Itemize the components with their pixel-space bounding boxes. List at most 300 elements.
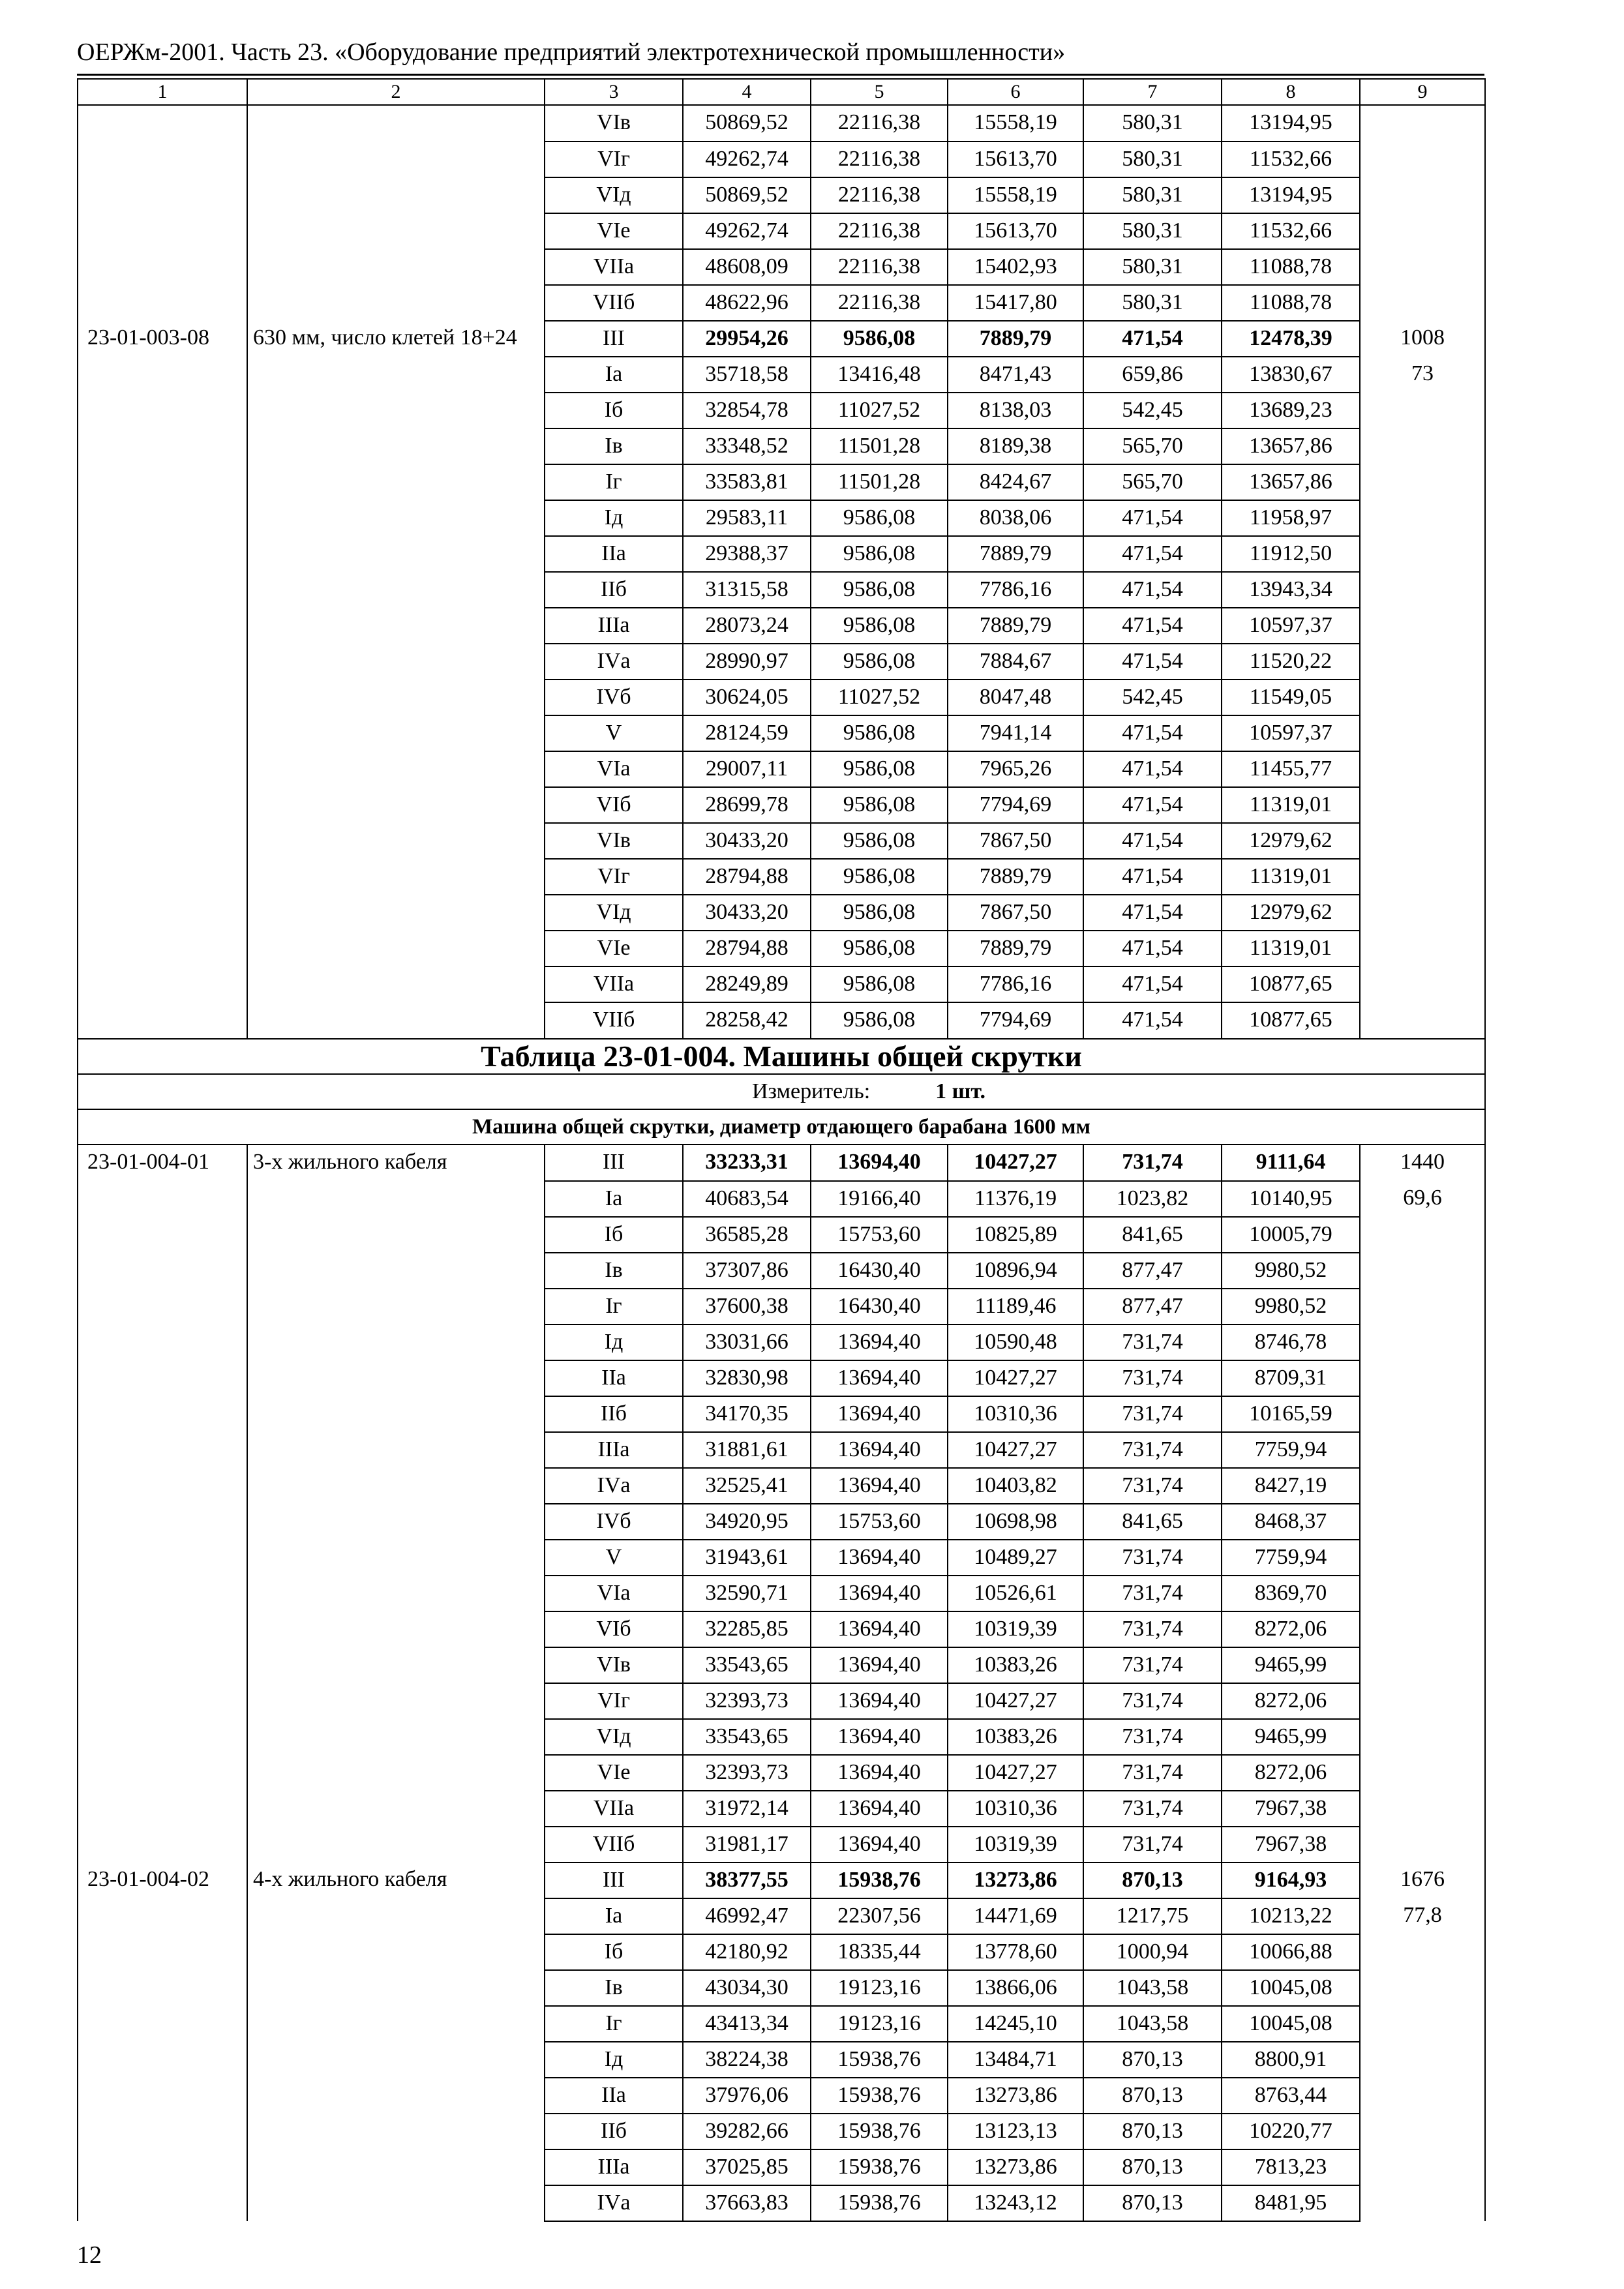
value-cell: 9586,08 [811, 572, 948, 608]
item-name-empty [247, 1827, 545, 1863]
value-cell: 9465,99 [1222, 1647, 1360, 1683]
zone-cell: Iг [545, 1289, 683, 1324]
zone-cell: IVб [545, 1504, 683, 1540]
column9-empty [1360, 1432, 1485, 1468]
column9-empty [1360, 823, 1485, 859]
table-row [78, 572, 1485, 608]
value-cell: 10489,27 [948, 1540, 1083, 1576]
value-cell: 15417,80 [948, 285, 1083, 321]
value-cell: 13194,95 [1222, 177, 1360, 213]
table-row [78, 1289, 1485, 1324]
value-cell: 731,74 [1083, 1719, 1222, 1755]
column9-empty [1360, 1934, 1485, 1970]
value-cell: 37307,86 [683, 1253, 811, 1289]
value-cell: 29007,11 [683, 751, 811, 787]
value-cell: 34920,95 [683, 1504, 811, 1540]
item-name-empty [247, 1396, 545, 1432]
value-cell: 731,74 [1083, 1324, 1222, 1360]
zone-cell: Iа [545, 357, 683, 393]
value-cell: 8746,78 [1222, 1324, 1360, 1360]
value-cell: 14471,69 [948, 1898, 1083, 1934]
column9-empty [1360, 966, 1485, 1002]
value-cell: 11027,52 [811, 393, 948, 428]
value-cell: 731,74 [1083, 1360, 1222, 1396]
item-name-empty [247, 2042, 545, 2078]
value-cell: 841,65 [1083, 1217, 1222, 1253]
value-cell: 471,54 [1083, 715, 1222, 751]
column9-empty [1360, 2006, 1485, 2042]
column-number: 7 [1083, 79, 1222, 105]
value-cell: 471,54 [1083, 751, 1222, 787]
value-cell: 29388,37 [683, 536, 811, 572]
value-cell: 13694,40 [811, 1432, 948, 1468]
value-cell: 13694,40 [811, 1683, 948, 1719]
zone-cell: IIб [545, 1396, 683, 1432]
item-code-empty [78, 1217, 247, 1253]
value-cell: 32285,85 [683, 1611, 811, 1647]
value-cell: 10005,79 [1222, 1217, 1360, 1253]
item-code-empty [78, 931, 247, 966]
item-name-empty [247, 680, 545, 715]
value-cell: 7759,94 [1222, 1432, 1360, 1468]
zone-cell: IVа [545, 644, 683, 680]
item-name-empty [247, 1504, 545, 1540]
column-number: 1 [78, 79, 247, 105]
value-cell: 13689,23 [1222, 393, 1360, 428]
item-name-empty [247, 608, 545, 644]
item-name: 3-х жильного кабеля [247, 1144, 545, 1181]
value-cell: 10165,59 [1222, 1396, 1360, 1432]
value-cell: 11958,97 [1222, 500, 1360, 536]
item-code-empty [78, 1791, 247, 1827]
value-cell: 9586,08 [811, 321, 948, 357]
value-cell: 11319,01 [1222, 787, 1360, 823]
item-name-empty [247, 931, 545, 966]
column-number-row [78, 79, 1485, 105]
value-cell: 46992,47 [683, 1898, 811, 1934]
value-cell: 22307,56 [811, 1898, 948, 1934]
value-cell: 7941,14 [948, 715, 1083, 751]
value-cell: 7967,38 [1222, 1791, 1360, 1827]
column9-empty [1360, 2185, 1485, 2221]
value-cell: 37600,38 [683, 1289, 811, 1324]
value-cell: 731,74 [1083, 1396, 1222, 1432]
value-cell: 8038,06 [948, 500, 1083, 536]
zone-cell: VIIб [545, 1002, 683, 1039]
value-cell: 10427,27 [948, 1432, 1083, 1468]
table-row [78, 1253, 1485, 1289]
value-cell: 13694,40 [811, 1755, 948, 1791]
zone-cell: V [545, 715, 683, 751]
value-cell: 10319,39 [948, 1611, 1083, 1647]
value-cell: 11501,28 [811, 428, 948, 464]
value-cell: 8424,67 [948, 464, 1083, 500]
item-code: 23-01-003-08 [78, 321, 247, 357]
column9-empty [1360, 1217, 1485, 1253]
value-cell: 1000,94 [1083, 1934, 1222, 1970]
value-cell: 13194,95 [1222, 105, 1360, 142]
zone-cell: III [545, 321, 683, 357]
value-cell: 9586,08 [811, 966, 948, 1002]
value-cell: 471,54 [1083, 321, 1222, 357]
zone-cell: Iб [545, 1217, 683, 1253]
unit-value: 1 шт. [935, 1079, 986, 1103]
table-row [78, 105, 1485, 142]
item-name-empty [247, 859, 545, 895]
value-cell: 10597,37 [1222, 715, 1360, 751]
value-cell: 13694,40 [811, 1576, 948, 1611]
value-cell: 22116,38 [811, 249, 948, 285]
item-code-empty [78, 428, 247, 464]
zone-cell: III [545, 1863, 683, 1898]
value-cell: 29583,11 [683, 500, 811, 536]
item-code-empty [78, 1576, 247, 1611]
value-cell: 8709,31 [1222, 1360, 1360, 1396]
value-cell: 8272,06 [1222, 1611, 1360, 1647]
value-cell: 28794,88 [683, 859, 811, 895]
column9-empty [1360, 895, 1485, 931]
item-code-empty [78, 249, 247, 285]
table-row [78, 357, 1485, 393]
table-title-row [78, 1039, 1485, 1074]
item-code: 23-01-004-02 [78, 1863, 247, 1898]
value-cell: 9586,08 [811, 823, 948, 859]
value-cell: 8468,37 [1222, 1504, 1360, 1540]
value-cell: 10403,82 [948, 1468, 1083, 1504]
value-cell: 28258,42 [683, 1002, 811, 1039]
value-cell: 31881,61 [683, 1432, 811, 1468]
table-row [78, 2149, 1485, 2185]
item-name-empty [247, 1791, 545, 1827]
value-cell: 10590,48 [948, 1324, 1083, 1360]
zone-cell: Iб [545, 393, 683, 428]
table-row [78, 142, 1485, 177]
item-name-empty [247, 823, 545, 859]
value-cell: 13778,60 [948, 1934, 1083, 1970]
value-cell: 471,54 [1083, 536, 1222, 572]
value-cell: 9586,08 [811, 715, 948, 751]
value-cell: 8369,70 [1222, 1576, 1360, 1611]
zone-cell: VIа [545, 1576, 683, 1611]
value-cell: 731,74 [1083, 1683, 1222, 1719]
item-code-empty [78, 1396, 247, 1432]
zone-cell: VIIб [545, 285, 683, 321]
table-row [78, 2006, 1485, 2042]
zone-cell: VIв [545, 105, 683, 142]
table-row [78, 715, 1485, 751]
value-cell: 9586,08 [811, 895, 948, 931]
column-number: 5 [811, 79, 948, 105]
value-cell: 28124,59 [683, 715, 811, 751]
value-cell: 15613,70 [948, 142, 1083, 177]
zone-cell: VIд [545, 177, 683, 213]
value-cell: 15613,70 [948, 213, 1083, 249]
value-cell: 10213,22 [1222, 1898, 1360, 1934]
table-row [78, 1611, 1485, 1647]
zone-cell: VIIа [545, 249, 683, 285]
table-row [78, 608, 1485, 644]
table-row [78, 680, 1485, 715]
value-cell: 8481,95 [1222, 2185, 1360, 2221]
value-cell: 9586,08 [811, 859, 948, 895]
item-code-empty [78, 823, 247, 859]
table-row [78, 1827, 1485, 1863]
value-cell: 10045,08 [1222, 1970, 1360, 2006]
column9-empty [1360, 428, 1485, 464]
item-code-empty [78, 2006, 247, 2042]
table-row [78, 859, 1485, 895]
item-name-empty [247, 536, 545, 572]
item-code-empty [78, 357, 247, 393]
item-name-empty [247, 177, 545, 213]
value-cell: 28990,97 [683, 644, 811, 680]
table-row [78, 536, 1485, 572]
value-cell: 13694,40 [811, 1396, 948, 1432]
value-cell: 12979,62 [1222, 895, 1360, 931]
value-cell: 580,31 [1083, 213, 1222, 249]
value-cell: 11319,01 [1222, 859, 1360, 895]
item-code-empty [78, 1970, 247, 2006]
value-cell: 471,54 [1083, 500, 1222, 536]
value-cell: 7889,79 [948, 536, 1083, 572]
zone-cell: IIа [545, 536, 683, 572]
value-cell: 659,86 [1083, 357, 1222, 393]
table-row [78, 1683, 1485, 1719]
item-name-empty [247, 1468, 545, 1504]
zone-cell: VIа [545, 751, 683, 787]
item-code-empty [78, 644, 247, 680]
value-cell: 13694,40 [811, 1540, 948, 1576]
value-cell: 33031,66 [683, 1324, 811, 1360]
item-name-empty [247, 1970, 545, 2006]
item-code-empty [78, 787, 247, 823]
zone-cell: III [545, 1144, 683, 1181]
value-cell: 731,74 [1083, 1144, 1222, 1181]
table-row [78, 1934, 1485, 1970]
column9-empty [1360, 1360, 1485, 1396]
item-name-empty [247, 1647, 545, 1683]
value-cell: 13273,86 [948, 1863, 1083, 1898]
item-name-empty [247, 142, 545, 177]
value-cell: 8272,06 [1222, 1683, 1360, 1719]
value-cell: 11532,66 [1222, 213, 1360, 249]
table-row [78, 1360, 1485, 1396]
value-cell: 15558,19 [948, 105, 1083, 142]
table-row [78, 823, 1485, 859]
zone-cell: VIд [545, 895, 683, 931]
value-cell: 731,74 [1083, 1468, 1222, 1504]
zone-cell: Iд [545, 1324, 683, 1360]
value-cell: 13657,86 [1222, 464, 1360, 500]
value-cell: 542,45 [1083, 680, 1222, 715]
zone-cell: IIб [545, 572, 683, 608]
zone-cell: VIе [545, 1755, 683, 1791]
table-row [78, 1647, 1485, 1683]
value-cell: 16430,40 [811, 1289, 948, 1324]
table-row [78, 428, 1485, 464]
item-code-empty [78, 1683, 247, 1719]
value-cell: 9586,08 [811, 500, 948, 536]
column9-empty [1360, 1791, 1485, 1827]
value-cell: 15753,60 [811, 1504, 948, 1540]
value-cell: 28073,24 [683, 608, 811, 644]
item-code-empty [78, 1647, 247, 1683]
column-number: 9 [1360, 79, 1485, 105]
table-row [78, 895, 1485, 931]
item-name: 4-х жильного кабеля [247, 1863, 545, 1898]
item-name-empty [247, 1576, 545, 1611]
value-cell: 10066,88 [1222, 1934, 1360, 1970]
column-number: 3 [545, 79, 683, 105]
zone-cell: Iд [545, 2042, 683, 2078]
item-code-empty [78, 2114, 247, 2149]
item-code-empty [78, 966, 247, 1002]
value-cell: 9111,64 [1222, 1144, 1360, 1181]
value-cell: 15938,76 [811, 2078, 948, 2114]
value-cell: 28794,88 [683, 931, 811, 966]
value-cell: 15558,19 [948, 177, 1083, 213]
zone-cell: IVб [545, 680, 683, 715]
value-cell: 580,31 [1083, 285, 1222, 321]
value-cell: 15938,76 [811, 2149, 948, 2185]
value-cell: 565,70 [1083, 428, 1222, 464]
column9-empty [1360, 1970, 1485, 2006]
value-cell: 8189,38 [948, 428, 1083, 464]
table-row [78, 1432, 1485, 1468]
value-cell: 731,74 [1083, 1540, 1222, 1576]
item-code-empty [78, 1611, 247, 1647]
value-cell: 9586,08 [811, 608, 948, 644]
table-row [78, 1217, 1485, 1253]
item-code: 23-01-004-01 [78, 1144, 247, 1181]
value-cell: 10319,39 [948, 1827, 1083, 1863]
column9-empty [1360, 1540, 1485, 1576]
item-code-empty [78, 1827, 247, 1863]
zone-cell: Iд [545, 500, 683, 536]
zone-cell: IIб [545, 2114, 683, 2149]
item-name-empty [247, 357, 545, 393]
table-row [78, 213, 1485, 249]
zone-cell: VIIа [545, 966, 683, 1002]
zone-cell: IVа [545, 2185, 683, 2221]
column9-empty [1360, 1611, 1485, 1647]
table-row [78, 1396, 1485, 1432]
table-row [78, 500, 1485, 536]
item-name-empty [247, 1432, 545, 1468]
zone-cell: IIа [545, 1360, 683, 1396]
zone-cell: Iа [545, 1898, 683, 1934]
item-name-empty [247, 1253, 545, 1289]
column9-empty [1360, 142, 1485, 177]
item-name-empty [247, 966, 545, 1002]
column9-empty [1360, 464, 1485, 500]
zone-cell: Iб [545, 1934, 683, 1970]
value-cell: 877,47 [1083, 1289, 1222, 1324]
column9-empty [1360, 1289, 1485, 1324]
table-title: Таблица 23-01-004. Машины общей скрутки [78, 1039, 1485, 1074]
column9-value: 69,6 [1360, 1181, 1485, 1217]
value-cell: 8047,48 [948, 680, 1083, 715]
column9-empty [1360, 644, 1485, 680]
value-cell: 13694,40 [811, 1144, 948, 1181]
zone-cell: Iа [545, 1181, 683, 1217]
value-cell: 37976,06 [683, 2078, 811, 2114]
item-name-empty [247, 1002, 545, 1039]
item-code-empty [78, 393, 247, 428]
item-code-empty [78, 142, 247, 177]
value-cell: 33583,81 [683, 464, 811, 500]
value-cell: 870,13 [1083, 1863, 1222, 1898]
value-cell: 13416,48 [811, 357, 948, 393]
item-code-empty [78, 177, 247, 213]
item-code-empty [78, 895, 247, 931]
value-cell: 8427,19 [1222, 1468, 1360, 1504]
value-cell: 22116,38 [811, 142, 948, 177]
value-cell: 542,45 [1083, 393, 1222, 428]
zone-cell: VIв [545, 1647, 683, 1683]
value-cell: 33543,65 [683, 1647, 811, 1683]
column9-value: 77,8 [1360, 1898, 1485, 1934]
item-name-empty [247, 1611, 545, 1647]
value-cell: 471,54 [1083, 823, 1222, 859]
column9-value: 1008 [1360, 321, 1485, 357]
item-code-empty [78, 680, 247, 715]
value-cell: 33543,65 [683, 1719, 811, 1755]
zone-cell: IVа [545, 1468, 683, 1504]
item-code-empty [78, 1253, 247, 1289]
item-name-empty [247, 393, 545, 428]
value-cell: 33348,52 [683, 428, 811, 464]
value-cell: 7965,26 [948, 751, 1083, 787]
value-cell: 11912,50 [1222, 536, 1360, 572]
value-cell: 9586,08 [811, 1002, 948, 1039]
value-cell: 10427,27 [948, 1683, 1083, 1719]
value-cell: 8272,06 [1222, 1755, 1360, 1791]
value-cell: 7884,67 [948, 644, 1083, 680]
value-cell: 471,54 [1083, 895, 1222, 931]
item-code-empty [78, 1324, 247, 1360]
value-cell: 8471,43 [948, 357, 1083, 393]
item-name-empty [247, 751, 545, 787]
zone-cell: VIг [545, 142, 683, 177]
value-cell: 10825,89 [948, 1217, 1083, 1253]
value-cell: 10310,36 [948, 1396, 1083, 1432]
value-cell: 30433,20 [683, 895, 811, 931]
value-cell: 7813,23 [1222, 2149, 1360, 2185]
item-code-empty [78, 859, 247, 895]
value-cell: 9586,08 [811, 644, 948, 680]
item-code-empty [78, 285, 247, 321]
zone-cell: VIIа [545, 1791, 683, 1827]
table-row [78, 177, 1485, 213]
value-cell: 13694,40 [811, 1719, 948, 1755]
table-row [78, 393, 1485, 428]
value-cell: 35718,58 [683, 357, 811, 393]
page-number: 12 [77, 2241, 102, 2269]
column9-empty [1360, 1324, 1485, 1360]
table-row [78, 249, 1485, 285]
item-name-empty [247, 1719, 545, 1755]
value-cell: 7794,69 [948, 1002, 1083, 1039]
value-cell: 13484,71 [948, 2042, 1083, 2078]
value-cell: 15938,76 [811, 2042, 948, 2078]
value-cell: 10140,95 [1222, 1181, 1360, 1217]
value-cell: 471,54 [1083, 572, 1222, 608]
value-cell: 7889,79 [948, 608, 1083, 644]
item-name-empty [247, 464, 545, 500]
column9-value: 1676 [1360, 1863, 1485, 1898]
table-row [78, 2042, 1485, 2078]
